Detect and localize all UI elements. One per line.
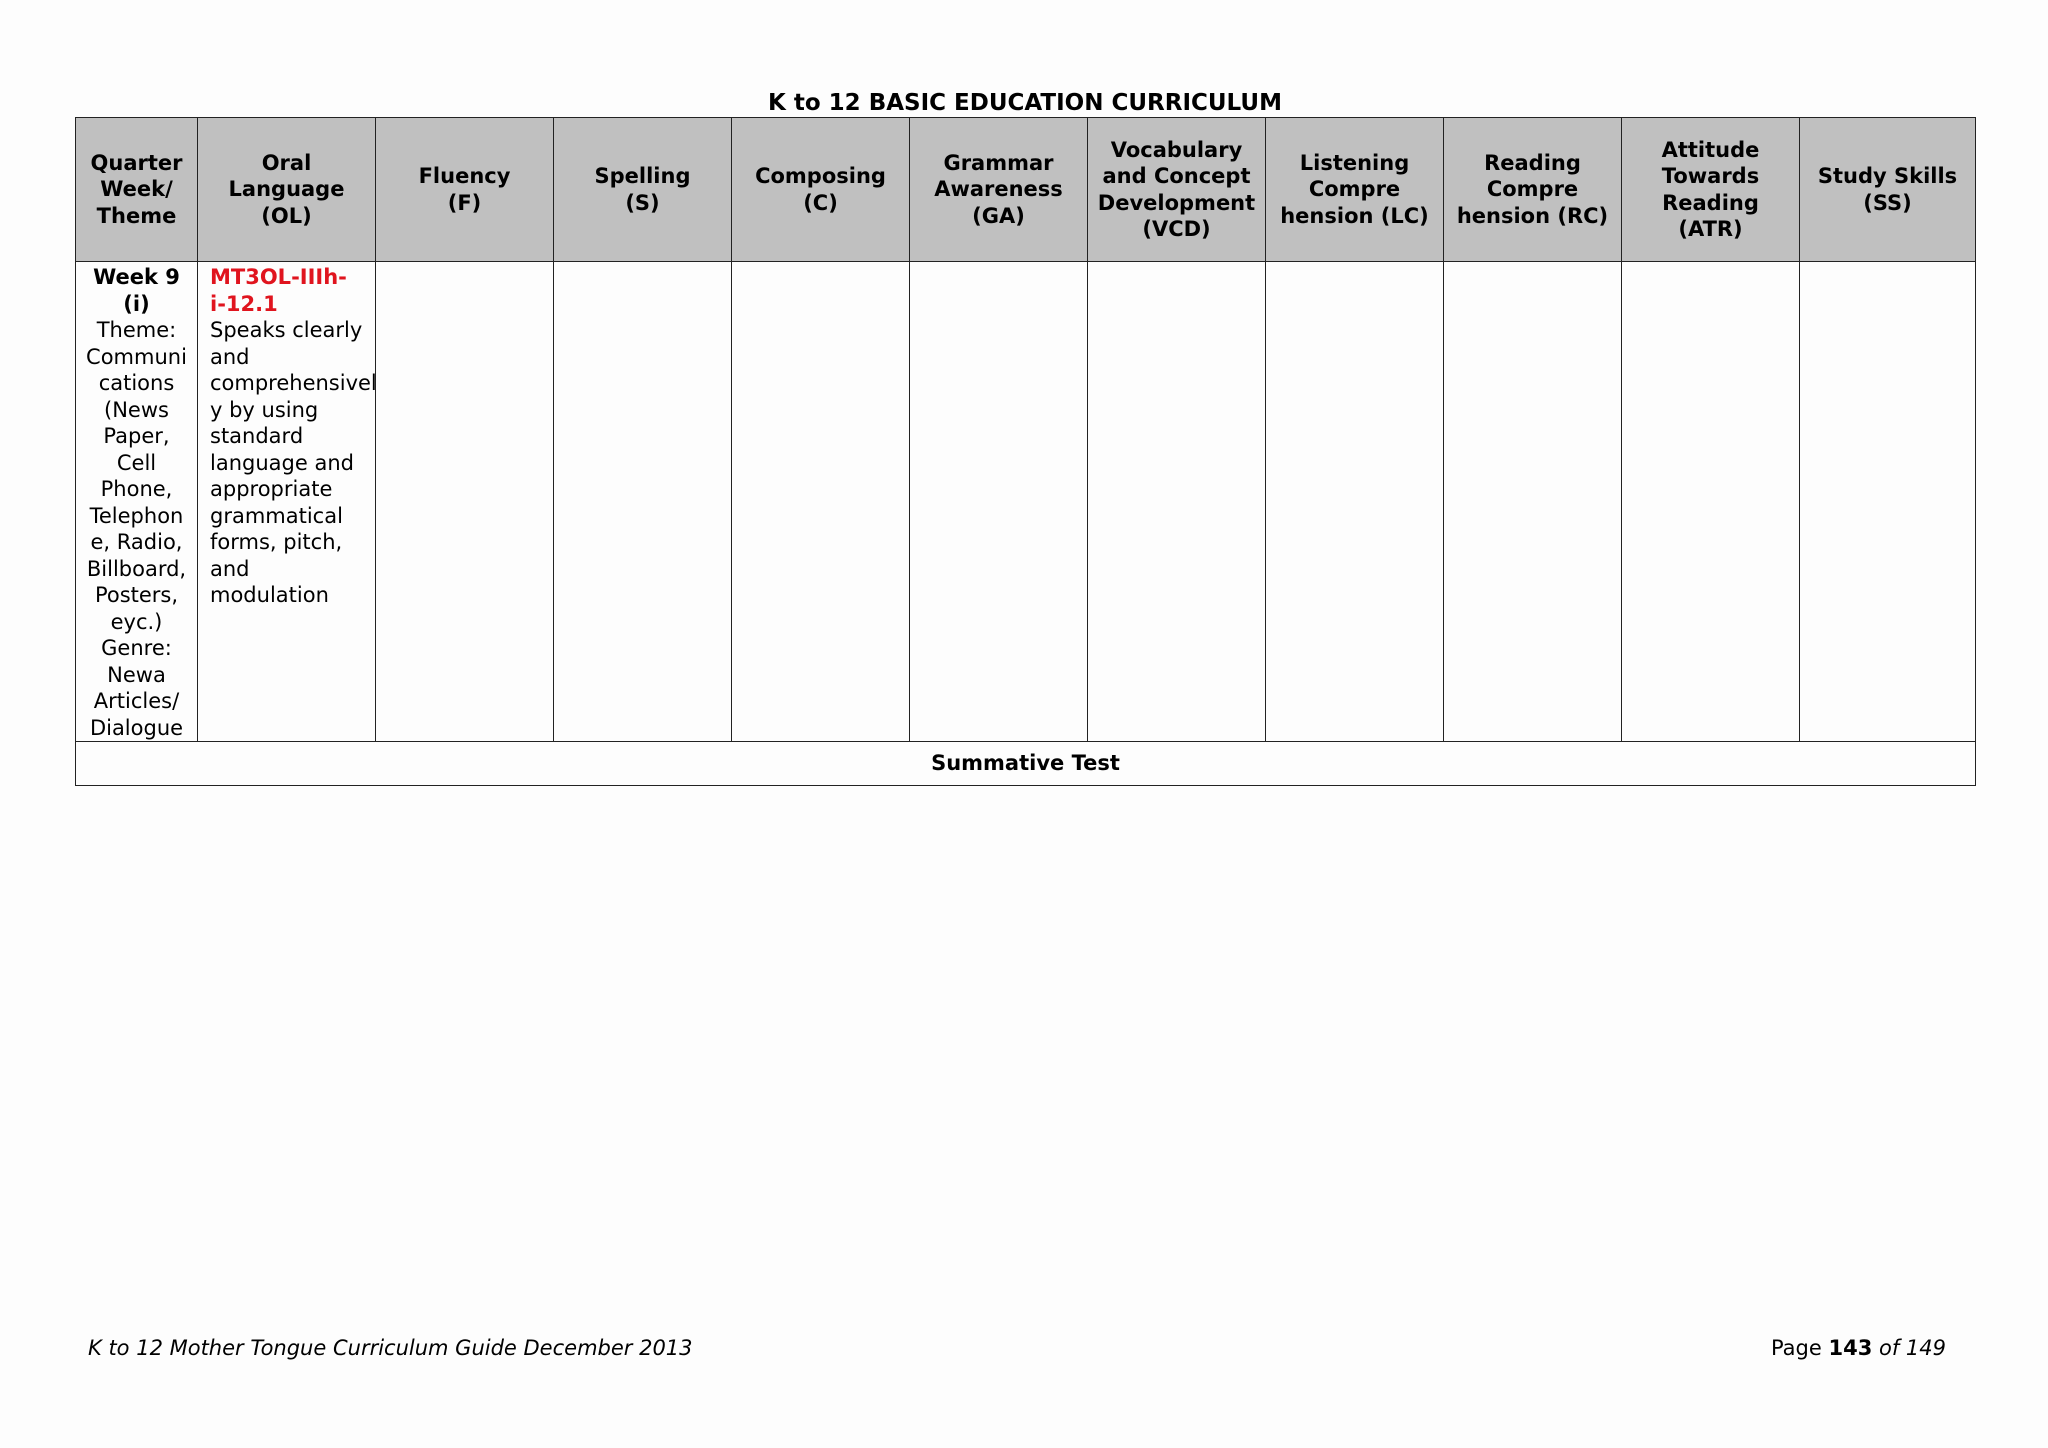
curriculum-table [75,117,1976,786]
table-header-row [76,118,1976,262]
week-theme-text: Theme: Communi cations (News Paper, Cell Phone, Telephon e, Radio, Billboard, Posters, eyc.) Genre: Newa Articles/ Dialogue [86,318,187,740]
header-vocabulary-concept: Vocabulary and Concept Development (VCD) [1088,118,1266,262]
header-quarter-week-theme: Quarter Week/ Theme [76,118,198,262]
header-fluency: Fluency (F) [376,118,554,262]
week-label: Week 9 (i) [93,265,180,316]
reading-comprehension-cell [1444,262,1622,742]
vocabulary-concept-cell [1088,262,1266,742]
header-listening-comprehension: Listening Compre hension (LC) [1266,118,1444,262]
summative-test: Summative Test [76,742,1976,786]
summative-row [76,742,1976,786]
fluency-cell [376,262,554,742]
header-reading-comprehension: Reading Compre hension (RC) [1444,118,1622,262]
header-composing: Composing (C) [732,118,910,262]
footer-page-number [1771,1336,1946,1360]
footer-guide-title: K to 12 Mother Tongue Curriculum Guide December 2013 [88,1336,693,1360]
spelling-cell [554,262,732,742]
page-label: Page [1770,1336,1822,1360]
competency-code: MT3OL-IIIh- i-12.1 [210,265,347,316]
study-skills-cell [1800,262,1976,742]
header-oral-language: Oral Language (OL) [198,118,376,262]
page-number: 143 [1828,1336,1873,1360]
grammar-awareness-cell [910,262,1088,742]
oral-language-cell [198,262,376,742]
listening-comprehension-cell [1266,262,1444,742]
table-row [76,262,1976,742]
header-attitude-towards-reading: Attitude Towards Reading (ATR) [1622,118,1800,262]
composing-cell [732,262,910,742]
header-grammar-awareness: Grammar Awareness (GA) [910,118,1088,262]
document-title: K to 12 BASIC EDUCATION CURRICULUM [768,90,1282,116]
competency-text: Speaks clearly and comprehensivel y by using standard language and appropriate grammatical forms, pitch, and modulation [210,318,377,607]
attitude-towards-reading-cell [1622,262,1800,742]
header-study-skills: Study Skills (SS) [1800,118,1976,262]
week-theme-cell [76,262,198,742]
page-total: of 149 [1879,1336,1946,1360]
header-spelling: Spelling (S) [554,118,732,262]
